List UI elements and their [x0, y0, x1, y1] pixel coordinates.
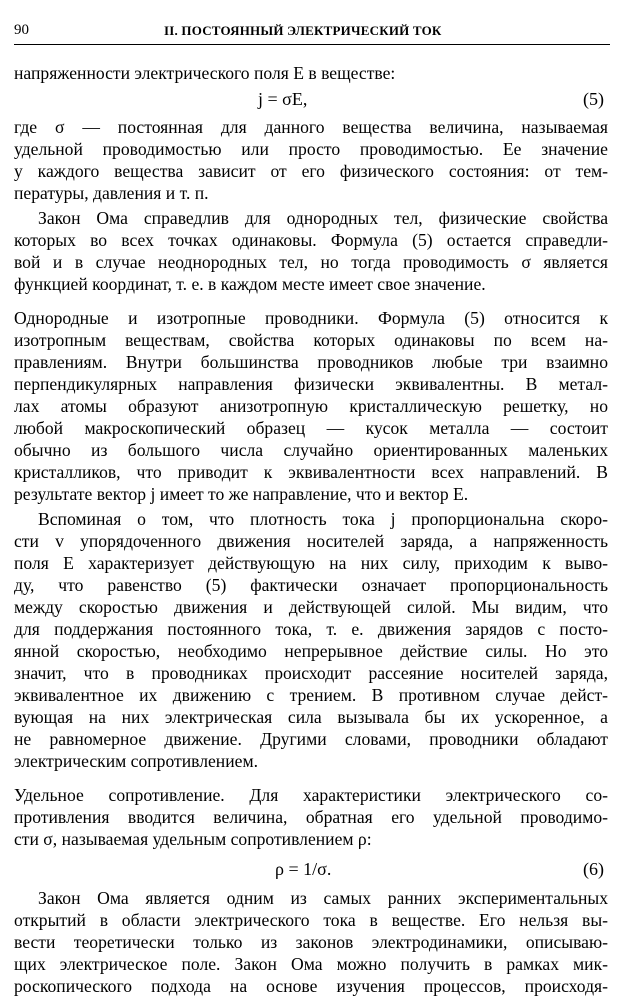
equation-5: j = σE,	[258, 89, 308, 109]
section-heading-line: Однородные и изотропные проводники. Формула (5) относится к	[14, 308, 608, 328]
page-header	[14, 18, 610, 45]
text-line: роскопического подхода на основе изучения процессов, происходя-	[14, 976, 608, 996]
equation-number-6: (6)	[583, 859, 604, 879]
text-line: Вспоминая о том, что плотность тока j пропорциональна скоро-	[38, 509, 608, 529]
text-line: открытий в области электрического тока в веществе. Его нельзя вы-	[14, 910, 608, 930]
running-head: II. ПОСТОЯННЫЙ ЭЛЕКТРИЧЕСКИЙ ТОК	[164, 23, 442, 38]
page-number: 90	[14, 22, 29, 38]
text-line: удельной проводимостью или просто проводимостью. Ее значение	[14, 139, 608, 159]
text-line: янной скоростью, необходимо непрерывное действие силы. Но это	[14, 641, 608, 661]
text-line: сти v упорядоченного движения носителей заряда, а напряженность	[14, 531, 608, 551]
text-line: поля E характеризует действующую на них силу, приходим к выво-	[14, 553, 608, 573]
text-line: Закон Ома справедлив для однородных тел, физические свойства	[38, 208, 608, 228]
text-line: эквивалентное их движению с трением. В противном случае дейст-	[14, 685, 608, 705]
text-line: кристалликов, что приводит к эквивалентности всех направлений. В	[14, 462, 608, 482]
text-line: вующая на них электрическая сила вызывала бы их ускоренное, а	[14, 707, 608, 727]
text-line: щих электрическое поле. Закон Ома можно получить в рамках мик-	[14, 954, 608, 974]
text-line: пературы, давления и т. п.	[14, 183, 209, 203]
text-line: ду, что равенство (5) фактически означает пропорциональность	[14, 575, 608, 595]
text-line: любой макроскопический образец — кусок металла — состоит	[14, 418, 608, 438]
equation-number-5: (5)	[583, 89, 604, 109]
text-line: не равномерное движение. Другими словами, проводники обладают	[14, 729, 608, 749]
text-line: лах атомы образуют анизотропную кристаллическую решетку, но	[14, 396, 608, 416]
section-heading-line: Удельное сопротивление. Для характеристики электрического со-	[14, 785, 608, 805]
text-line: которых во всех точках одинаковы. Формула (5) остается справедли-	[14, 230, 608, 250]
text-line: вести теоретически только из законов электродинамики, описываю-	[14, 932, 608, 952]
text-line: где σ — постоянная для данного вещества величина, называемая	[14, 117, 608, 137]
text-line: правлениям. Внутри большинства проводников любые три взаимно	[14, 352, 608, 372]
text-line: вой и в случае неоднородных тел, но тогда проводимость σ является	[14, 252, 608, 272]
text-line: Закон Ома является одним из самых ранних экспериментальных	[38, 888, 608, 908]
text-line: между скоростью движения и действующей силой. Мы видим, что	[14, 597, 608, 617]
equation-6: ρ = 1/σ.	[275, 859, 332, 879]
text-line: результате вектор j имеет то же направление, что и вектор E.	[14, 484, 469, 504]
text-line: перпендикулярных направления физически эквивалентны. В метал-	[14, 374, 608, 394]
text-line: противления вводится величина, обратная его удельной проводимо-	[14, 807, 608, 827]
text-line: изотропным веществам, свойства которых одинаковы по всем на-	[14, 330, 608, 350]
text-line: для поддержания постоянного тока, т. е. движения зарядов с посто-	[14, 619, 608, 639]
text-line: напряженности электрического поля E в веществе:	[14, 63, 396, 83]
text-line: обычно из большого числа случайно ориентированных маленьких	[14, 440, 608, 460]
text-line: у каждого вещества зависит от его физического состояния: от тем-	[14, 161, 608, 181]
text-line: электрическим сопротивлением.	[14, 751, 258, 771]
text-line: значит, что в проводниках происходит рассеяние носителей заряда,	[14, 663, 608, 683]
text-line: функцией координат, т. е. в каждом месте имеет свое значение.	[14, 274, 486, 294]
text-line: сти σ, называемая удельным сопротивлением ρ:	[14, 829, 372, 849]
